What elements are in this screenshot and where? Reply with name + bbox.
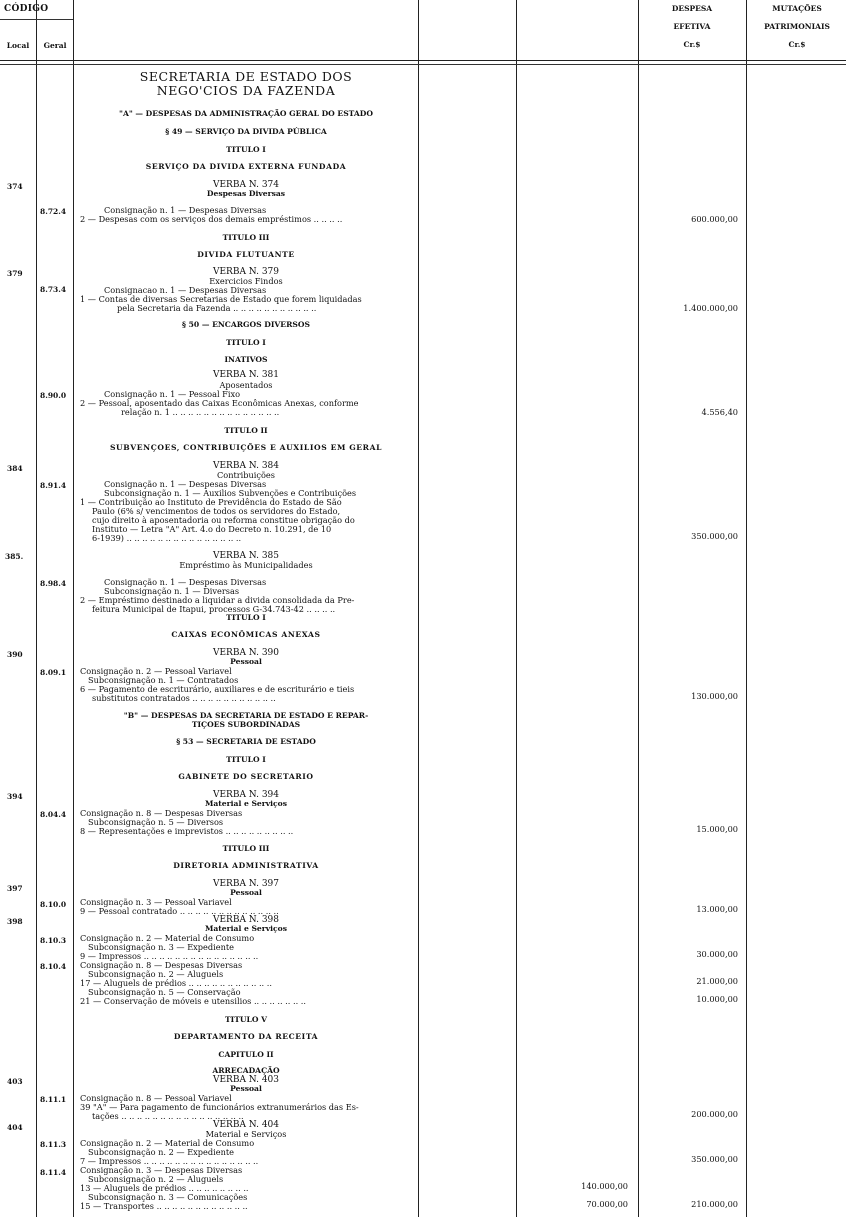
amount-value: 350.000,00 bbox=[691, 1154, 738, 1164]
local-code: 397 bbox=[7, 884, 23, 893]
verba-subheading: Empréstimo às Municipalidades bbox=[179, 560, 313, 570]
titulo-heading: TITULO I bbox=[226, 613, 266, 622]
local-code: 398 bbox=[7, 917, 23, 926]
entry-line: 6-1939) .. .. .. .. .. .. .. .. .. .. .. .. .. .. .. bbox=[92, 533, 242, 543]
entry-line: feitura Municipal de Itapui, processos G-34.743-42 .. .. .. .. bbox=[92, 604, 336, 614]
local-code: 379 bbox=[7, 269, 23, 278]
section-heading: § 50 — ENCARGOS DIVERSOS bbox=[182, 320, 310, 329]
header-local: Local bbox=[6, 41, 30, 50]
geral-code: 8.11.3 bbox=[40, 1140, 67, 1149]
entry-line: substitutos contratados .. .. .. .. .. .. .. .. .. .. .. bbox=[92, 693, 276, 703]
amount-value: 10.000,00 bbox=[696, 994, 738, 1004]
rule-despesa bbox=[746, 0, 747, 1217]
secretaria-title: SECRETARIA DE ESTADO DOS bbox=[139, 69, 353, 84]
section-heading: "B" — DESPESAS DA SECRETARIA DE ESTADO E REPAR- bbox=[123, 711, 369, 720]
verba-heading: VERBA N. 394 bbox=[212, 790, 280, 800]
verba-subheading: Material e Serviços bbox=[205, 1129, 287, 1139]
header-patrimoniais: PATRIMONIAIS bbox=[764, 22, 830, 31]
entry-line: Consignação n. 1 — Despesas Diversas bbox=[104, 479, 267, 489]
local-code: 374 bbox=[7, 182, 23, 191]
header-despesa: DESPESA bbox=[671, 4, 713, 13]
entry-line: Consignação n. 2 — Pessoal Variavel bbox=[80, 666, 232, 676]
entry-line: Instituto — Letra "A" Art. 4.o do Decreto n. 10.291, de 10 bbox=[92, 524, 332, 534]
amount-value: 1.400.000,00 bbox=[683, 303, 738, 313]
entry-line: Subconsignação n. 3 — Expediente bbox=[88, 942, 234, 952]
entry-line: Subconsignação n. 1 — Auxilios Subvenções e Contribuições bbox=[104, 488, 357, 498]
entry-line: 6 — Pagamento de escriturário, auxiliares e de escriturário e tieis bbox=[80, 684, 355, 694]
entry-line: pela Secretaria da Fazenda .. .. .. .. .. .. .. .. .. .. .. bbox=[117, 303, 317, 313]
geral-code: 8.91.4 bbox=[40, 481, 67, 490]
amount-value: 15.000,00 bbox=[696, 824, 738, 834]
local-code: 394 bbox=[7, 792, 23, 801]
entry-line: 1 — Contribuição ao Instituto de Previdência do Estado de São bbox=[80, 497, 342, 507]
section-heading: DEPARTAMENTO DA RECEITA bbox=[173, 1032, 319, 1041]
header-mutacoes: MUTAÇÕES bbox=[772, 4, 822, 13]
verba-subheading: Material e Serviços bbox=[204, 799, 288, 808]
amount-value: 4.556,40 bbox=[701, 407, 738, 417]
section-heading: INATIVOS bbox=[224, 355, 268, 364]
geral-code: 8.11.1 bbox=[40, 1095, 67, 1104]
section-heading: § 49 — SERVIÇO DA DIVIDA PÚBLICA bbox=[165, 127, 327, 136]
verba-subheading: Pessoal bbox=[230, 888, 262, 897]
geral-code: 8.04.4 bbox=[40, 810, 67, 819]
titulo-heading: TITULO III bbox=[222, 233, 270, 242]
header-efetiva: EFETIVA bbox=[673, 22, 711, 31]
entry-line: 2 — Pessoal, aposentado das Caixas Econômicas Anexas, conforme bbox=[80, 398, 359, 408]
titulo-heading: TITULO II bbox=[224, 426, 268, 435]
verba-subheading: Contribuições bbox=[217, 470, 275, 480]
rule-codigo-under bbox=[0, 19, 73, 20]
entry-line: Subconsignação n. 2 — Expediente bbox=[88, 1147, 234, 1157]
partial-amount: 70.000,00 bbox=[586, 1199, 628, 1209]
header-currency-mutacoes: Cr.$ bbox=[788, 40, 806, 49]
verba-heading: VERBA N. 398 bbox=[212, 915, 280, 925]
verba-subheading: Material e Serviços bbox=[204, 924, 288, 933]
header-currency-despesa: Cr.$ bbox=[683, 40, 701, 49]
entry-line: 2 — Empréstimo destinado a liquidar a divida consolidada da Pre- bbox=[80, 595, 355, 605]
entry-line: Subconsignação n. 1 — Contratados bbox=[88, 675, 239, 685]
section-heading: DIRETORIA ADMINISTRATIVA bbox=[173, 861, 319, 870]
entry-line: Consignação n. 8 — Despesas Diversas bbox=[80, 960, 243, 970]
entry-line: Consignação n. 1 — Pessoal Fixo bbox=[104, 389, 241, 399]
rule-geral bbox=[73, 0, 74, 1217]
verba-subheading: Despesas Diversas bbox=[206, 189, 286, 198]
titulo-heading: TITULO III bbox=[222, 844, 270, 853]
amount-value: 13.000,00 bbox=[696, 904, 738, 914]
section-heading: CAIXAS ECONÔMICAS ANEXAS bbox=[171, 630, 321, 639]
verba-heading: VERBA N. 374 bbox=[212, 180, 280, 190]
section-heading: GABINETE DO SECRETARIO bbox=[178, 772, 314, 781]
geral-code: 8.72.4 bbox=[40, 207, 67, 216]
section-heading: SERVIÇO DA DIVIDA EXTERNA FUNDADA bbox=[145, 162, 347, 171]
verba-heading: VERBA N. 381 bbox=[212, 370, 280, 380]
amount-value: 200.000,00 bbox=[691, 1109, 738, 1119]
entry-line: Paulo (6% s/ vencimentos de todos os servidores do Estado, bbox=[92, 506, 341, 516]
entry-line: 8 — Representações e imprevistos .. .. .. .. .. .. .. .. .. bbox=[80, 826, 294, 836]
rule-partial1 bbox=[516, 0, 517, 1217]
entry-line: 13 — Aluguels de prédios .. .. .. .. .. .. .. .. bbox=[80, 1183, 249, 1193]
entry-line: 9 — Impressos .. .. .. .. .. .. .. .. .. .. .. .. .. .. .. bbox=[80, 951, 259, 961]
entry-line: 7 — Impressos .. .. .. .. .. .. .. .. .. .. .. .. .. .. .. bbox=[80, 1156, 259, 1166]
titulo-heading: TITULO I bbox=[226, 755, 266, 764]
header-codigo: CÓDIGO bbox=[4, 4, 49, 14]
entry-line: Consignacao n. 1 — Despesas Diversas bbox=[104, 285, 267, 295]
geral-code: 8.10.3 bbox=[40, 936, 67, 945]
entry-line: relação n. 1 .. .. .. .. .. .. .. .. .. .. .. .. .. .. bbox=[121, 407, 280, 417]
section-heading: "A" — DESPESAS DA ADMINISTRAÇÃO GERAL DO ESTADO bbox=[118, 109, 374, 118]
entry-line: Consignação n. 3 — Despesas Diversas bbox=[80, 1165, 243, 1175]
amount-value: 350.000,00 bbox=[691, 531, 738, 541]
verba-subheading: Exercicios Findos bbox=[209, 276, 283, 286]
entry-line: Consignação n. 3 — Pessoal Variavel bbox=[80, 897, 232, 907]
amount-value: 21.000,00 bbox=[696, 976, 738, 986]
entry-line: 2 — Despesas com os serviços dos demais empréstimos .. .. .. .. bbox=[80, 214, 343, 224]
local-code: 390 bbox=[7, 650, 23, 659]
entry-line: 21 — Conservação de móveis e utensilios .. .. .. .. .. .. .. bbox=[80, 996, 306, 1006]
titulo-heading: CAPITULO II bbox=[218, 1050, 274, 1059]
verba-subheading: Pessoal bbox=[230, 1084, 262, 1093]
entry-line: Consignação n. 8 — Despesas Diversas bbox=[80, 808, 243, 818]
verba-subheading: Pessoal bbox=[230, 657, 262, 666]
section-heading: DIVIDA FLUTUANTE bbox=[197, 250, 295, 259]
entry-line: 9 — Pessoal contratado .. .. .. .. .. .. .. .. .. .. .. .. .. bbox=[80, 906, 279, 916]
entry-line: Consignação n. 8 — Pessoal Variavel bbox=[80, 1093, 232, 1103]
geral-code: 8.90.0 bbox=[40, 391, 67, 400]
entry-line: 15 — Transportes .. .. .. .. .. .. .. .. .. .. .. .. bbox=[80, 1201, 248, 1211]
titulo-heading: TITULO I bbox=[226, 145, 266, 154]
rule-header2 bbox=[0, 64, 846, 65]
entry-line: 17 — Aluguels de prédios .. .. .. .. .. .. .. .. .. .. .. bbox=[80, 978, 272, 988]
titulo-heading: TITULO I bbox=[226, 338, 266, 347]
rule-header bbox=[0, 60, 846, 61]
amount-value: 130.000,00 bbox=[691, 691, 738, 701]
titulo-heading: TITULO V bbox=[225, 1015, 267, 1024]
amount-value: 210.000,00 bbox=[691, 1199, 738, 1209]
entry-line: 1 — Contas de diversas Secretarias de Estado que forem liquidadas bbox=[80, 294, 362, 304]
header-geral: Geral bbox=[43, 41, 67, 50]
section-heading: § 53 — SECRETARIA DE ESTADO bbox=[176, 737, 316, 746]
entry-line: tações .. .. .. .. .. .. .. .. .. .. .. .. .. .. .. .. bbox=[92, 1111, 244, 1121]
entry-line: Consignação n. 1 — Despesas Diversas bbox=[104, 577, 267, 587]
entry-line: Consignação n. 2 — Material de Consumo bbox=[80, 933, 255, 943]
local-code: 403 bbox=[7, 1077, 23, 1086]
entry-line: Subconsignação n. 5 — Conservação bbox=[88, 987, 241, 997]
entry-line: Consignação n. 2 — Material de Consumo bbox=[80, 1138, 255, 1148]
verba-heading: VERBA N. 379 bbox=[212, 267, 280, 277]
amount-value: 30.000,00 bbox=[696, 949, 738, 959]
entry-line: Subconsignação n. 2 — Aluguels bbox=[88, 969, 224, 979]
geral-code: 8.09.1 bbox=[40, 668, 67, 677]
section-heading: TIÇOES SUBORDINADAS bbox=[191, 720, 301, 729]
rule-local bbox=[36, 0, 37, 1217]
geral-code: 8.11.4 bbox=[40, 1168, 67, 1177]
rule-text bbox=[418, 0, 419, 1217]
entry-line: Subconsignação n. 5 — Diversos bbox=[88, 817, 224, 827]
verba-heading: VERBA N. 390 bbox=[212, 648, 280, 658]
entry-line: Consignação n. 1 — Despesas Diversas bbox=[104, 205, 267, 215]
verba-heading: VERBA N. 385 bbox=[212, 551, 280, 561]
secretaria-subtitle: NEGO'CIOS DA FAZENDA bbox=[156, 83, 336, 98]
geral-code: 8.73.4 bbox=[40, 285, 67, 294]
entry-line: Subconsignação n. 2 — Aluguels bbox=[88, 1174, 224, 1184]
geral-code: 8.98.4 bbox=[40, 579, 67, 588]
verba-subheading: Aposentados bbox=[219, 380, 273, 390]
entry-line: Subconsignação n. 1 — Diversas bbox=[104, 586, 240, 596]
geral-code: 8.10.4 bbox=[40, 962, 67, 971]
verba-heading: VERBA N. 404 bbox=[212, 1120, 280, 1130]
local-code: 404 bbox=[7, 1123, 23, 1132]
section-heading: SUBVENÇOES, CONTRIBUIÇÕES E AUXILIOS EM GERAL bbox=[109, 443, 383, 452]
amount-value: 600.000,00 bbox=[691, 214, 738, 224]
section-heading: ARRECADAÇÃO bbox=[212, 1066, 280, 1075]
local-code: 384 bbox=[7, 464, 23, 473]
verba-heading: VERBA N. 384 bbox=[212, 461, 280, 471]
entry-line: Subconsignação n. 3 — Comunicações bbox=[88, 1192, 248, 1202]
rule-partial2 bbox=[638, 0, 639, 1217]
entry-line: 39 "A" — Para pagamento de funcionários extranumerários das Es- bbox=[80, 1102, 359, 1112]
verba-heading: VERBA N. 403 bbox=[212, 1075, 280, 1085]
local-code: 385. bbox=[5, 552, 24, 561]
geral-code: 8.10.0 bbox=[40, 900, 67, 909]
partial-amount: 140.000,00 bbox=[581, 1181, 628, 1191]
verba-heading: VERBA N. 397 bbox=[212, 879, 280, 889]
entry-line: cujo direito à aposentadoria ou reforma constitue obrigação do bbox=[92, 515, 355, 525]
